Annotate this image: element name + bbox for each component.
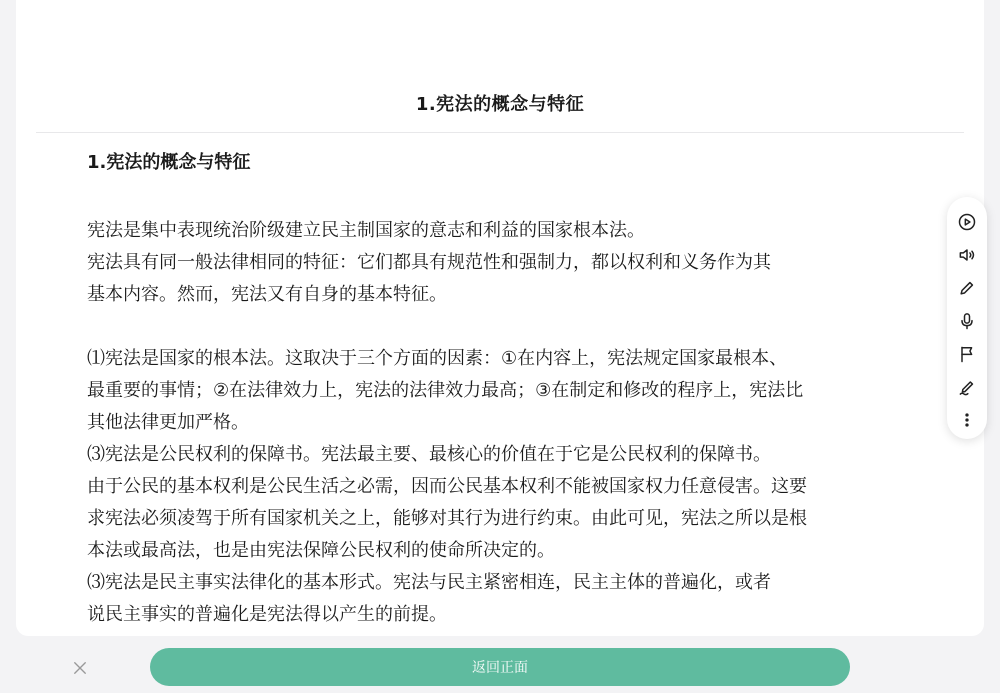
back-to-front-button[interactable]: 返回正面 [150, 648, 850, 686]
body-line: 说民主事实的普遍化是宪法得以产生的前提。 [87, 604, 447, 625]
intro-line: 宪法具有同一般法律相同的特征：它们都具有规范性和强制力，都以权利和义务作为其 [87, 252, 771, 273]
pen-icon [957, 377, 977, 397]
body-line: ⑶宪法是公民权利的保障书。宪法最主要、最核心的价值在于它是公民权利的保障书。 [87, 444, 771, 465]
bottom-bar [0, 636, 1000, 693]
annotate-button[interactable] [951, 370, 983, 403]
card-content [87, 145, 917, 631]
body-line: ⑶宪法是民主事实法律化的基本形式。宪法与民主紧密相连，民主主体的普遍化，或者 [87, 572, 771, 593]
flag-icon [957, 344, 977, 364]
body-line: 其他法律更加严格。 [87, 412, 249, 433]
card-title: 1.宪法的概念与特征 [415, 94, 585, 115]
play-icon [957, 212, 977, 232]
intro-line: 基本内容。然而，宪法又有自身的基本特征。 [87, 284, 447, 305]
speaker-icon [957, 245, 977, 265]
section-heading: 1.宪法的概念与特征 [87, 152, 251, 173]
flag-button[interactable] [951, 337, 983, 370]
body-line: 最重要的事情；②在法律效力上，宪法的法律效力最高；③在制定和修改的程序上，宪法比 [87, 380, 804, 401]
close-icon [71, 659, 89, 677]
intro-line: 宪法是集中表现统治阶级建立民主制国家的意志和利益的国家根本法。 [87, 220, 645, 241]
edit-button[interactable] [951, 271, 983, 304]
body-line: ⑴宪法是国家的根本法。这取决于三个方面的因素：①在内容上，宪法规定国家最根本、 [87, 348, 788, 369]
close-button[interactable] [68, 656, 92, 680]
title-divider [36, 132, 964, 133]
microphone-icon [957, 311, 977, 331]
card-back [16, 0, 984, 636]
side-toolbar [947, 197, 987, 439]
body-line: 本法或最高法，也是由宪法保障公民权利的使命所决定的。 [87, 540, 555, 561]
voice-button[interactable] [951, 304, 983, 337]
paragraph-gap [87, 311, 917, 343]
body-line: 由于公民的基本权利是公民生活之必需，因而公民基本权利不能被国家权力任意侵害。这要 [87, 476, 807, 497]
more-button[interactable] [951, 403, 983, 436]
pencil-icon [957, 278, 977, 298]
more-icon [957, 410, 977, 430]
speaker-button[interactable] [951, 238, 983, 271]
body-line: 求宪法必须凌驾于所有国家机关之上，能够对其行为进行约束。由此可见，宪法之所以是根 [87, 508, 807, 529]
play-button[interactable] [951, 205, 983, 238]
